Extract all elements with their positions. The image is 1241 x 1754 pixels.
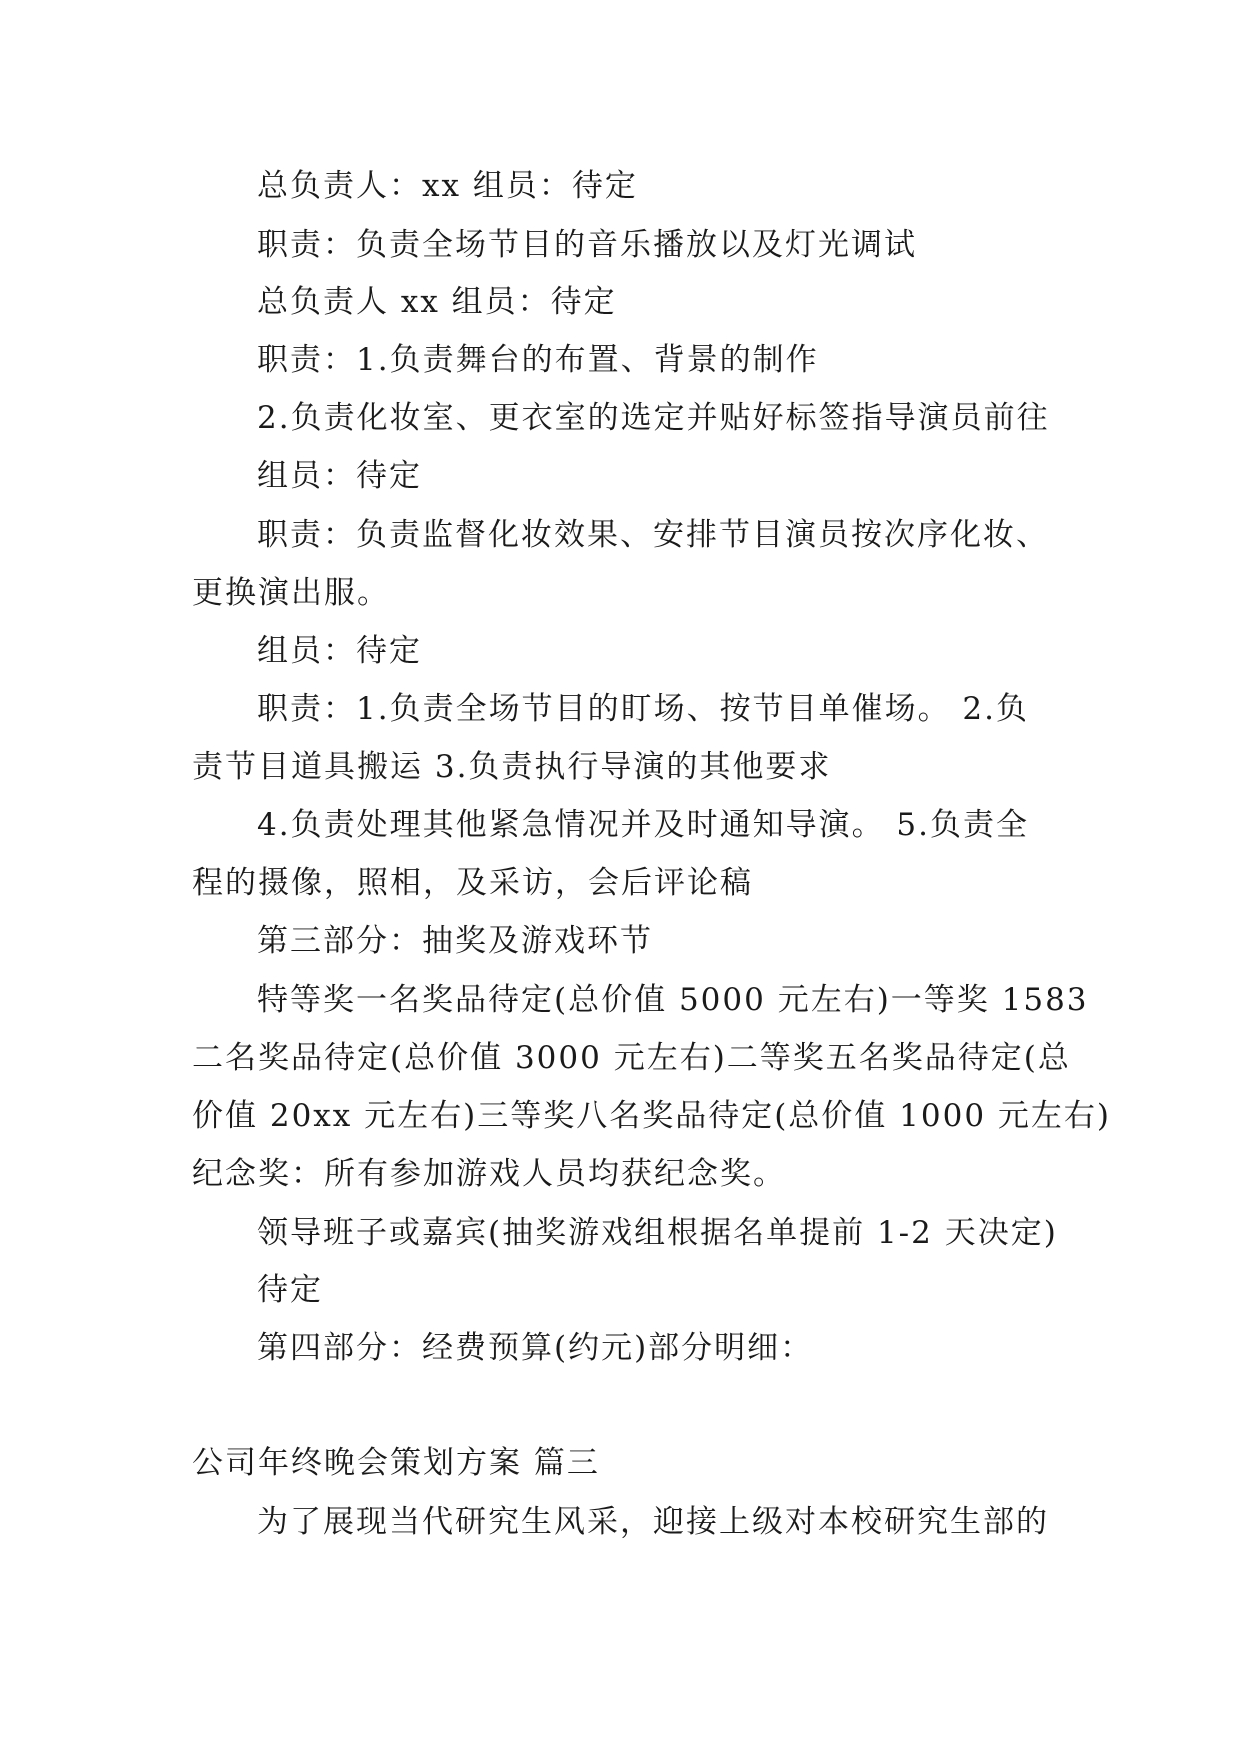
text-line: 为了展现当代研究生风采，迎接上级对本校研究生部的: [257, 1504, 1049, 1540]
document-title: 公司年终晚会策划方案 篇三: [192, 1445, 600, 1481]
text-line: 更换演出服。: [192, 575, 390, 611]
text-line: 组员：待定: [257, 633, 422, 669]
text-line: 4.负责处理其他紧急情况并及时通知导演。 5.负责全: [257, 807, 1030, 843]
text-line: 待定: [257, 1272, 323, 1308]
text-line: 总负责人 xx 组员：待定: [257, 284, 617, 320]
text-line: 2.负责化妆室、更衣室的选定并贴好标签指导演员前往: [257, 400, 1050, 436]
section-heading: 第三部分：抽奖及游戏环节: [257, 923, 653, 959]
text-line: 职责：1.负责舞台的布置、背景的制作: [257, 342, 819, 378]
text-line: 职责：1.负责全场节目的盯场、按节目单催场。 2.负: [257, 691, 1030, 727]
text-line: 纪念奖：所有参加游戏人员均获纪念奖。: [192, 1156, 786, 1192]
section-heading: 第四部分：经费预算(约元)部分明细：: [257, 1330, 814, 1366]
text-line: 职责：负责监督化妆效果、安排节目演员按次序化妆、: [257, 517, 1049, 553]
text-line: 总负责人：xx 组员：待定: [257, 168, 638, 204]
text-line: 组员：待定: [257, 458, 422, 494]
text-line: 责节目道具搬运 3.负责执行导演的其他要求: [192, 749, 832, 785]
text-line: 领导班子或嘉宾(抽奖游戏组根据名单提前 1-2 天决定): [257, 1215, 1058, 1251]
text-line: 程的摄像，照相，及采访，会后评论稿: [192, 865, 753, 901]
text-line: 职责：负责全场节目的音乐播放以及灯光调试: [257, 227, 917, 263]
text-line: 二名奖品待定(总价值 3000 元左右)二等奖五名奖品待定(总: [192, 1040, 1071, 1076]
text-line: 价值 20xx 元左右)三等奖八名奖品待定(总价值 1000 元左右): [192, 1098, 1112, 1134]
text-line: 特等奖一名奖品待定(总价值 5000 元左右)一等奖 1583: [257, 982, 1089, 1018]
